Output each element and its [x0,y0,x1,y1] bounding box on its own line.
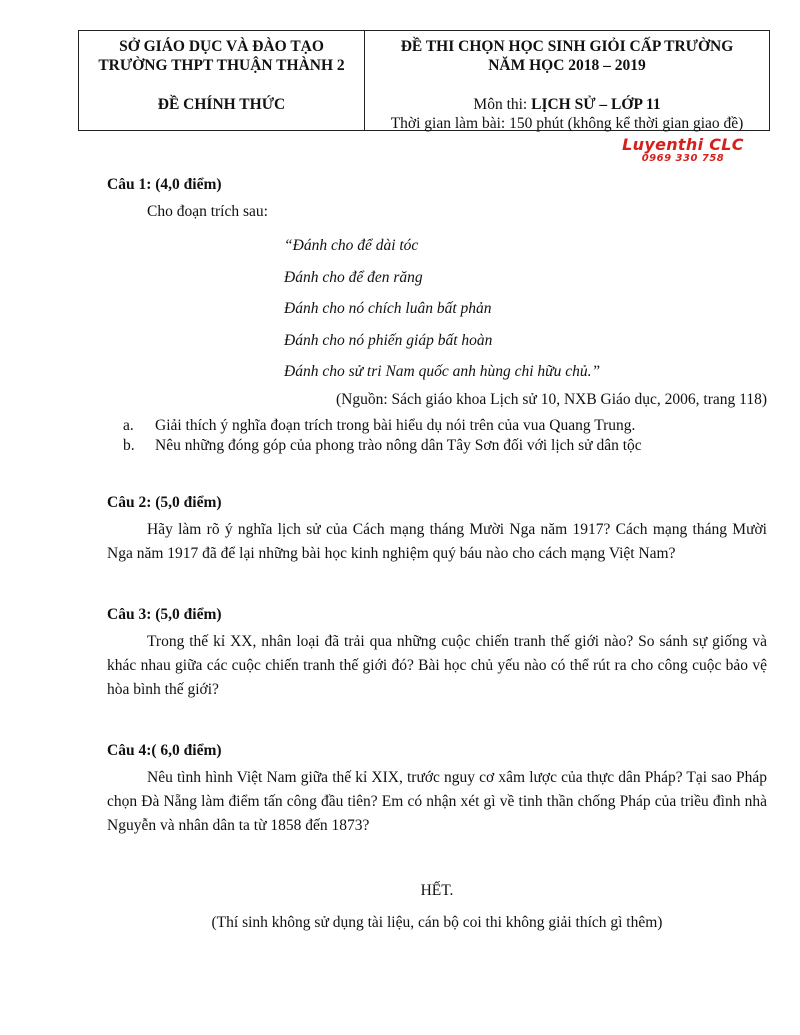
question-1-title: Câu 1: (4,0 điểm) [107,176,222,193]
question-1-intro: Cho đoạn trích sau: [147,203,268,220]
question-3-text: Trong thế kỉ XX, nhân loại đã trải qua những cuộc chiến tranh thế giới nào? So sánh sự giống và khác nhau giữa các cuộc chiến tranh thế giới đó? Bài học chủ yếu nào có thể rút ra cho công cuộc bảo vệ hòa bình thế giới? [107,632,767,698]
department-name: SỞ GIÁO DỤC VÀ ĐÀO TẠO [119,38,324,55]
list-item: a. Giải thích ý nghĩa đoạn trích trong bài hiểu dụ nói trên của vua Quang Trung. [123,416,636,434]
watermark-logo [608,136,758,165]
quoted-poem [107,230,767,388]
question-2-text: Hãy làm rõ ý nghĩa lịch sử của Cách mạng tháng Mười Nga năm 1917? Cách mạng tháng Mười Nga năm 1917 đã để lại những bài học kinh nghiệm quý báu nào cho cách mạng Việt Nam? [107,520,767,562]
question-3 [107,606,767,702]
question-4-text: Nêu tình hình Việt Nam giữa thế kỉ XIX, trước nguy cơ xâm lược của thực dân Pháp? Tại sao Pháp chọn Đà Nẵng làm điểm tấn công đầu tiên? Em có nhận xét gì về tinh thần chống Pháp của triều đình nhà Nguyễn và nhân dân ta từ 1858 đến 1873? [107,768,767,834]
exam-content [107,176,767,934]
header-left-cell [79,31,365,130]
question-3-title: Câu 3: (5,0 điểm) [107,605,222,623]
end-mark: HẾT. [420,881,454,899]
exam-header-table [78,30,770,131]
footer-note: (Thí sinh không sử dụng tài liệu, cán bộ coi thi không giải thích gì thêm) [211,913,663,931]
question-2 [107,494,767,566]
poem-source: (Nguồn: Sách giáo khoa Lịch sử 10, NXB Giáo dục, 2006, trang 118) [336,390,767,408]
school-year: NĂM HỌC 2018 – 2019 [488,57,646,74]
poem-line: Đánh cho nó phiến giáp bất hoàn [284,331,493,349]
subject-line: Môn thi: LỊCH SỬ – LỚP 11 [473,96,661,113]
question-1-subitems [107,416,767,456]
question-4 [107,742,767,838]
exam-duration: Thời gian làm bài: 150 phút (không kể thời gian giao đề) [390,115,744,132]
school-name: TRƯỜNG THPT THUẬN THÀNH 2 [98,57,345,74]
watermark-phone: 0969 330 758 [641,153,725,164]
question-4-title: Câu 4:( 6,0 điểm) [107,741,222,759]
poem-line: Đánh cho nó chích luân bất phản [284,300,492,317]
poem-line: Đánh cho sử tri Nam quốc anh hùng chi hữu chủ.” [284,363,601,380]
official-label: ĐỀ CHÍNH THỨC [157,96,286,113]
exam-title: ĐỀ THI CHỌN HỌC SINH GIỎI CẤP TRƯỜNG [400,38,734,55]
header-right-cell [365,31,769,130]
poem-line: Đánh cho để đen răng [284,268,423,286]
subject-name: LỊCH SỬ – LỚP 11 [531,96,661,113]
poem-line: “Đánh cho để dài tóc [284,237,419,254]
watermark-brand: Luyenthi CLC [622,135,744,154]
question-2-title: Câu 2: (5,0 điểm) [107,493,222,511]
question-1 [107,176,767,456]
list-item: b. Nêu những đóng góp của phong trào nông dân Tây Sơn đối với lịch sử dân tộc [123,436,642,454]
